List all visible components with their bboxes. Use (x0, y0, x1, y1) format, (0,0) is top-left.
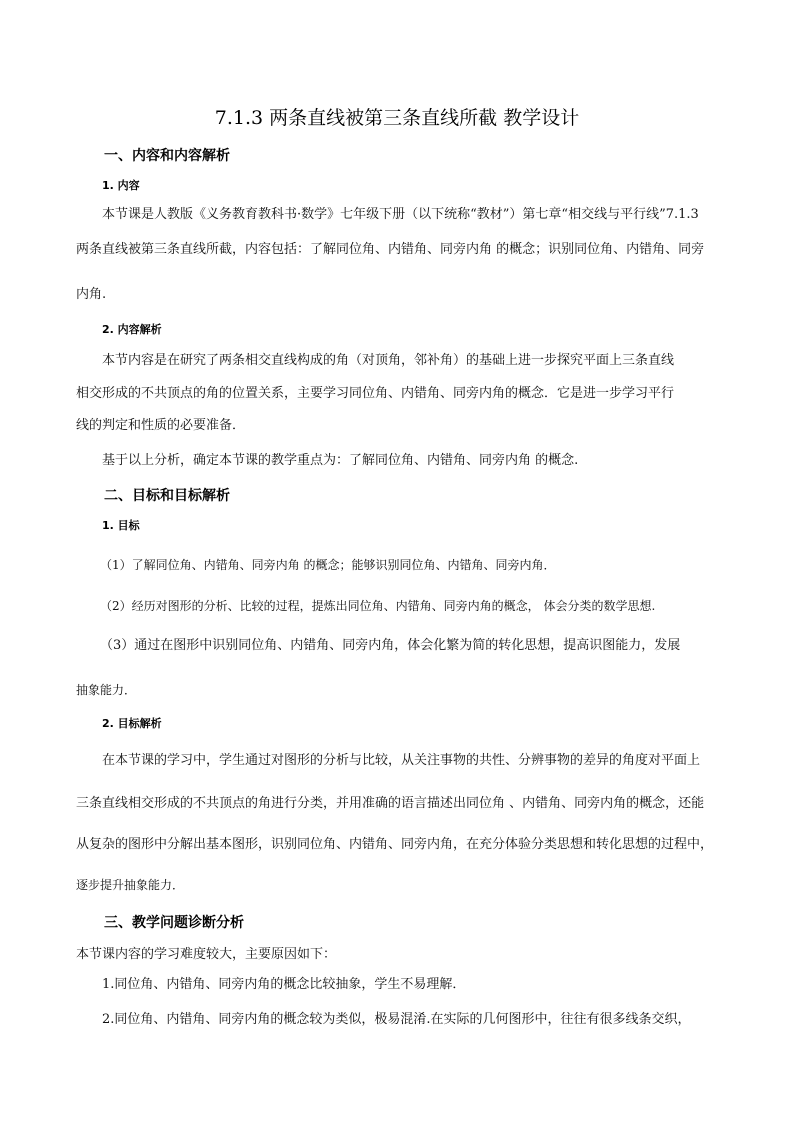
paragraph-line: 2.同位角、内错角、同旁内角的概念较为类似，极易混淆.在实际的几何图形中，往往有很多线条交织， (102, 1012, 691, 1027)
goal-item: （3）通过在图形中识别同位角、内错角、同旁内角，体会化繁为简的转化思想，提高识图能力，发展 (100, 638, 681, 653)
paragraph-line: 在本节课的学习中，学生通过对图形的分析与比较，从关注事物的共性、分辨事物的差异的角度对平面上 (102, 753, 701, 768)
paragraph-line: 本节课内容的学习难度较大，主要原因如下： (76, 947, 337, 962)
section-heading-content: 一、内容和内容解析 (104, 148, 230, 164)
paragraph-line: 本节课是人教版《义务教育教科书·数学》七年级下册（以下统称“教材”）第七章“相交线与平行线”7.1.3 (102, 207, 699, 222)
paragraph-line: 从复杂的图形中分解出基本图形，识别同位角、内错角、同旁内角，在充分体验分类思想和转化思想的过程中， (76, 837, 714, 852)
subheading-goals: 1. 目标 (102, 519, 140, 532)
paragraph-line: 1.同位角、内错角、同旁内角的概念比较抽象，学生不易理解． (102, 977, 466, 992)
goal-item: （2）经历对图形的分析、比较的过程，提炼出同位角、内错角、同旁内角的概念， 体会分类的数学思想. (100, 599, 656, 613)
section-heading-diagnosis: 三、教学问题诊断分析 (104, 915, 244, 931)
document-title: 7.1.3 两条直线被第三条直线所截 教学设计 (214, 107, 580, 129)
section-heading-goals: 二、目标和目标解析 (104, 488, 230, 504)
paragraph-line: 三条直线相交形成的不共顶点的角进行分类，并用准确的语言描述出同位角 、内错角、同旁内角的概念，还能 (76, 796, 705, 811)
paragraph-line: 本节内容是在研究了两条相交直线构成的角（对顶角，邻补角）的基础上进一步探究平面上三条直线 (102, 353, 675, 368)
paragraph-line: 基于以上分析，确定本节课的教学重点为：了解同位角、内错角、同旁内角 的概念. (102, 453, 579, 468)
paragraph-line: 线的判定和性质的必要准备． (76, 418, 246, 433)
paragraph-line: 两条直线被第三条直线所截，内容包括：了解同位角、内错角、同旁内角 的概念；识别同位角、内错角、同旁 (76, 242, 705, 257)
goal-item: （1）了解同位角、内错角、同旁内角 的概念；能够识别同位角、内错角、同旁内角． (100, 558, 556, 572)
paragraph-line: 内角. (76, 287, 107, 302)
subheading-content-analysis: 2. 内容解析 (102, 323, 162, 336)
paragraph-line: 逐步提升抽象能力． (76, 878, 185, 892)
subheading-goal-analysis: 2. 目标解析 (102, 717, 162, 730)
subheading-content: 1. 内容 (102, 179, 140, 192)
goal-item: 抽象能力． (76, 683, 137, 697)
paragraph-line: 相交形成的不共顶点的角的位置关系，主要学习同位角、内错角、同旁内角的概念．它是进一步学习平行 (76, 386, 675, 401)
